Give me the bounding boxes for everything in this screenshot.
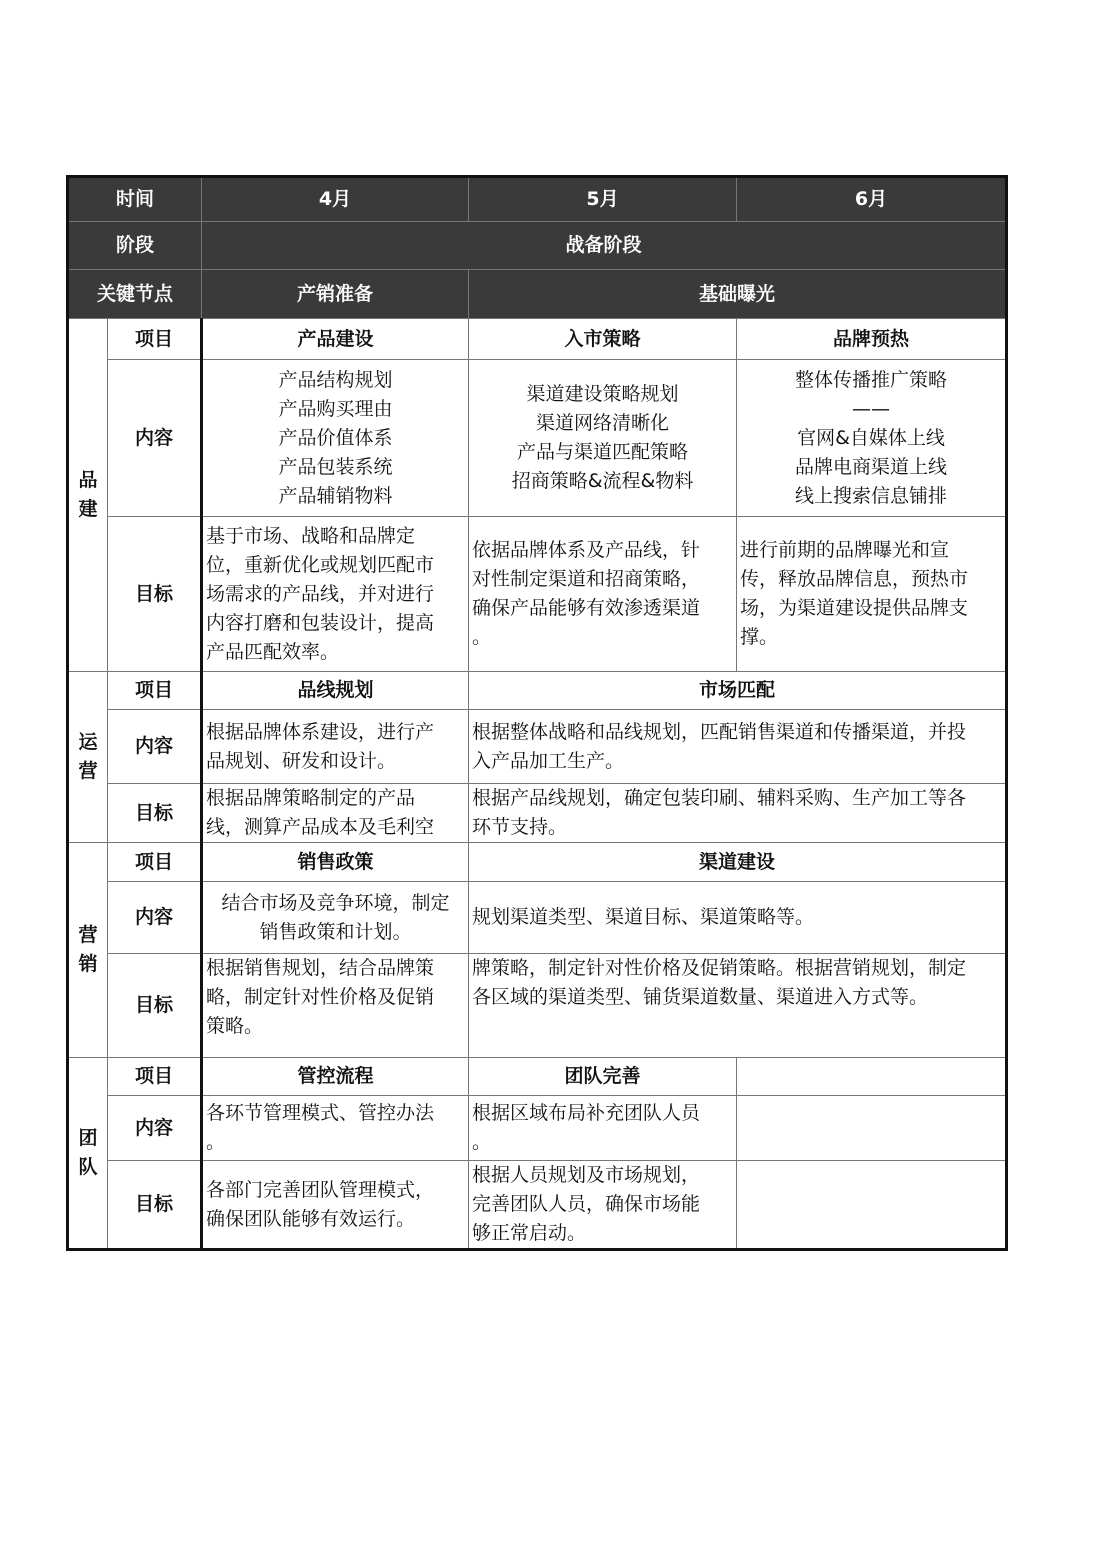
text-line: 官网&自媒体上线	[797, 426, 945, 449]
team-content-label: 内容	[108, 1096, 202, 1161]
month-5: 5月	[469, 177, 737, 222]
brand-section-label	[68, 319, 108, 672]
team-section-char-1: 团	[78, 1127, 98, 1149]
ops-item-2: 市场匹配	[469, 672, 1007, 710]
text-line: 产品价值体系	[278, 426, 393, 449]
sales-section-label	[68, 843, 108, 1058]
text-line: 产品辅销物料	[278, 484, 393, 507]
ops-content-1	[202, 710, 469, 784]
text-line: 规划渠道类型、渠道目标、渠道策略等。	[472, 906, 815, 928]
text-line: 销售政策和计划。	[259, 920, 412, 943]
sales-item-label: 项目	[108, 843, 202, 882]
brand-content-3	[737, 360, 1007, 517]
team-content-3	[737, 1096, 1007, 1161]
brand-content-1	[202, 360, 469, 517]
team-item-3	[737, 1058, 1007, 1096]
team-goal-3	[737, 1161, 1007, 1250]
brand-content-label: 内容	[108, 360, 202, 517]
text-line: 完善团队人员，确保市场能	[472, 1193, 701, 1215]
ops-content-row	[68, 710, 1007, 784]
brand-content-row	[68, 360, 1007, 517]
month-4: 4月	[202, 177, 469, 222]
team-goal-row	[68, 1161, 1007, 1250]
text-line: 品规划、研发和设计。	[206, 749, 397, 772]
ops-item-label: 项目	[108, 672, 202, 710]
team-content-row	[68, 1096, 1007, 1161]
text-line: 确保团队能够有效运行。	[206, 1207, 416, 1230]
text-line: 线上搜索信息铺排	[795, 484, 948, 507]
sales-goal-label: 目标	[108, 954, 202, 1058]
text-line: 策略。	[206, 1015, 264, 1037]
brand-item-3: 品牌预热	[737, 319, 1007, 360]
text-line: 场，为渠道建设提供品牌支	[740, 597, 969, 619]
time-row	[68, 177, 1007, 222]
text-line: 。	[472, 626, 492, 648]
text-line: 线，测算产品成本及毛利空	[206, 816, 435, 838]
team-goal-label: 目标	[108, 1161, 202, 1250]
text-line: 进行前期的品牌曝光和宣	[740, 539, 950, 561]
text-line: 产品包装系统	[278, 455, 393, 478]
sales-item-row	[68, 843, 1007, 882]
brand-item-2: 入市策略	[469, 319, 737, 360]
stage-label: 阶段	[68, 222, 202, 270]
node-label: 关键节点	[68, 270, 202, 319]
ops-goal-label: 目标	[108, 784, 202, 843]
text-line: 各区域的渠道类型、铺货渠道数量、渠道进入方式等。	[472, 986, 929, 1008]
brand-goal-1	[202, 517, 469, 672]
brand-section-char-2: 建	[78, 498, 98, 520]
text-line: 依据品牌体系及产品线，针	[472, 539, 701, 561]
text-line: 结合市场及竞争环境，制定	[221, 891, 450, 914]
text-line: 渠道建设策略规划	[526, 383, 679, 405]
text-line: 各部门完善团队管理模式，	[206, 1178, 435, 1201]
brand-goal-row	[68, 517, 1007, 672]
text-line: 根据品牌策略制定的产品	[206, 787, 416, 809]
text-line: 传，释放品牌信息，预热市	[740, 568, 969, 590]
stage-value: 战备阶段	[202, 222, 1007, 270]
text-line: 产品结构规划	[278, 368, 393, 391]
ops-section-label	[68, 672, 108, 843]
brand-goal-3	[737, 517, 1007, 672]
team-item-2: 团队完善	[469, 1058, 737, 1096]
sales-content-1	[202, 882, 469, 954]
text-line: 渠道网络清晰化	[536, 412, 670, 434]
text-line: 根据产品线规划，确定包装印刷、辅料采购、生产加工等各	[472, 787, 967, 809]
node-row	[68, 270, 1007, 319]
text-line: 根据销售规划，结合品牌策	[206, 957, 435, 979]
team-item-label: 项目	[108, 1058, 202, 1096]
ops-content-label: 内容	[108, 710, 202, 784]
sales-goal-row	[68, 954, 1007, 1058]
brand-section-char-1: 品	[78, 469, 98, 491]
brand-content-2	[469, 360, 737, 517]
text-line: 基于市场、战略和品牌定	[206, 524, 416, 547]
team-item-1: 管控流程	[202, 1058, 469, 1096]
team-section-label	[68, 1058, 108, 1250]
team-item-row	[68, 1058, 1007, 1096]
text-line: 对性制定渠道和招商策略，	[472, 568, 701, 590]
sales-section-char-1: 营	[78, 924, 98, 946]
text-line: 位，重新优化或规划匹配市	[206, 553, 435, 576]
brand-item-row	[68, 319, 1007, 360]
text-line: 略，制定针对性价格及促销	[206, 986, 435, 1008]
team-content-1	[202, 1096, 469, 1161]
brand-goal-label: 目标	[108, 517, 202, 672]
sales-section-char-2: 销	[78, 953, 98, 975]
text-line: 品牌电商渠道上线	[795, 455, 948, 478]
text-line: 招商策略&流程&物料	[511, 470, 694, 492]
text-line: 整体传播推广策略	[795, 368, 948, 391]
sales-item-2: 渠道建设	[469, 843, 1007, 882]
text-line: 根据人员规划及市场规划，	[472, 1164, 701, 1186]
text-line: ——	[852, 397, 891, 420]
text-line: 环节支持。	[472, 816, 568, 838]
text-line: 撑。	[740, 626, 779, 648]
node-value-1: 产销准备	[202, 270, 469, 319]
text-line: 场需求的产品线，并对进行	[206, 582, 435, 605]
ops-item-1: 品线规划	[202, 672, 469, 710]
stage-row	[68, 222, 1007, 270]
ops-section-char-2: 营	[78, 760, 98, 782]
text-line: 内容打磨和包装设计，提高	[206, 611, 435, 634]
ops-section-char-1: 运	[78, 731, 98, 753]
text-line: 产品匹配效率。	[206, 640, 340, 663]
ops-item-row	[68, 672, 1007, 710]
ops-goal-row	[68, 784, 1007, 843]
sales-content-2	[469, 882, 1007, 954]
sales-goal-1	[202, 954, 469, 1058]
text-line: 根据整体战略和品线规划，匹配销售渠道和传播渠道，并投	[472, 720, 967, 743]
text-line: 产品购买理由	[278, 397, 393, 420]
text-line: 产品与渠道匹配策略	[517, 441, 689, 463]
brand-item-label: 项目	[108, 319, 202, 360]
team-goal-1	[202, 1161, 469, 1250]
time-label: 时间	[68, 177, 202, 222]
sales-goal-2	[469, 954, 1007, 1058]
team-content-2	[469, 1096, 737, 1161]
text-line: 。	[206, 1131, 226, 1153]
team-goal-2	[469, 1161, 737, 1250]
team-section-char-2: 队	[78, 1156, 98, 1178]
text-line: 根据品牌体系建设，进行产	[206, 720, 435, 743]
text-line: 确保产品能够有效渗透渠道	[472, 597, 701, 619]
text-line: 。	[472, 1131, 492, 1153]
text-line: 根据区域布局补充团队人员	[472, 1102, 701, 1124]
brand-item-1: 产品建设	[202, 319, 469, 360]
text-line: 够正常启动。	[472, 1222, 587, 1244]
plan-table	[66, 175, 1008, 1251]
node-value-2: 基础曝光	[469, 270, 1007, 319]
ops-goal-1	[202, 784, 469, 843]
sales-content-label: 内容	[108, 882, 202, 954]
month-6: 6月	[737, 177, 1007, 222]
text-line: 各环节管理模式、管控办法	[206, 1102, 435, 1124]
sales-item-1: 销售政策	[202, 843, 469, 882]
ops-goal-2	[469, 784, 1007, 843]
text-line: 牌策略，制定针对性价格及促销策略。根据营销规划，制定	[472, 957, 967, 979]
ops-content-2	[469, 710, 1007, 784]
brand-goal-2	[469, 517, 737, 672]
text-line: 入产品加工生产。	[472, 749, 625, 772]
sales-content-row	[68, 882, 1007, 954]
